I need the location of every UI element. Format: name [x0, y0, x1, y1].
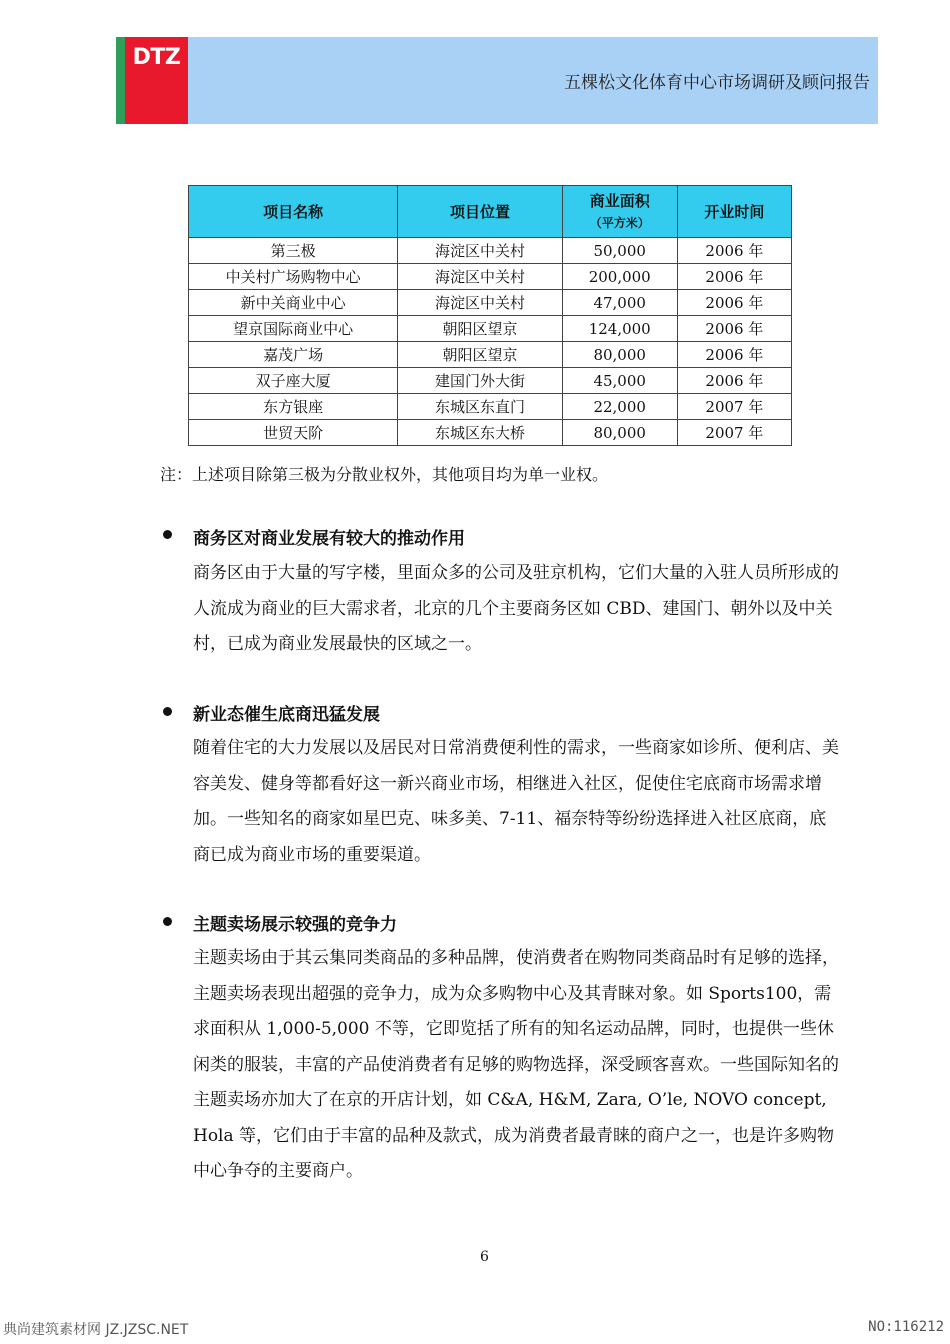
bullet-icon: [163, 917, 172, 926]
cell-location: 海淀区中关村: [398, 264, 562, 290]
cell-name: 东方银座: [189, 394, 398, 420]
table-row: [189, 342, 792, 368]
cell-area: 80,000: [562, 342, 677, 368]
project-table: [188, 185, 792, 446]
cell-open-time: 2006 年: [677, 316, 791, 342]
cell-open-time: 2006 年: [677, 238, 791, 264]
cell-name: 嘉茂广场: [189, 342, 398, 368]
cell-open-time: 2006 年: [677, 342, 791, 368]
table-row: [189, 368, 792, 394]
cell-location: 建国门外大街: [398, 368, 562, 394]
section-body-theme-stores: 主题卖场由于其云集同类商品的多种品牌，使消费者在购物同类商品时有足够的选择，主题卖场表现出超强的竞争力，成为众多购物中心及其青睐对象。如 Sports100，需求面积从 1,000-5,000 不等，它即览括了所有的知名运动品牌，同时，也提供一些休闲类的服装，丰富的产品使消费者有足够的购物选择，深受顾客喜欢。一些国际知名的主题卖场亦加大了在京的开店计划，如 C&A, H&M, Zara, O’le, NOVO concept, Hola 等，它们由于丰富的品种及款式，成为消费者最青睐的商户之一，也是许多购物中心争夺的主要商户。: [193, 948, 839, 1181]
table-note: 注：上述项目除第三极为分散业权外，其他项目均为单一业权。: [160, 465, 609, 484]
cell-area: 22,000: [562, 394, 677, 420]
cell-name: 第三极: [189, 238, 398, 264]
cell-location: 东城区东大桥: [398, 420, 562, 446]
cell-name: 双子座大厦: [189, 368, 398, 394]
table-row: [189, 316, 792, 342]
header-area-label: 商业面积: [589, 191, 650, 210]
header-open-time: 开业时间: [677, 186, 791, 238]
footer-watermark-left: 典尚建筑素材网 JZ.JZSC.NET: [3, 1322, 189, 1338]
cell-area: 200,000: [562, 264, 677, 290]
header-area-unit: （平方米）: [589, 215, 650, 230]
cell-open-time: 2006 年: [677, 368, 791, 394]
cell-area: 45,000: [562, 368, 677, 394]
cell-name: 中关村广场购物中心: [189, 264, 398, 290]
cell-area: 80,000: [562, 420, 677, 446]
header-project-location: 项目位置: [398, 186, 562, 238]
section-body-new-formats: 随着住宅的大力发展以及居民对日常消费便利性的需求，一些商家如诊所、便利店、美容美发、健身等都看好这一新兴商业市场，相继进入社区，促使住宅底商市场需求增加。一些知名的商家如星巴克、味多美、7-11、福奈特等纷纷选择进入社区底商，底商已成为商业市场的重要渠道。: [193, 738, 839, 865]
cell-open-time: 2007 年: [677, 394, 791, 420]
section-heading-new-formats: 新业态催生底商迅猛发展: [193, 705, 380, 725]
cell-open-time: 2006 年: [677, 264, 791, 290]
report-title: 五棵松文化体育中心市场调研及顾问报告: [564, 73, 870, 93]
table-header-row: [189, 186, 792, 238]
table-row: [189, 238, 792, 264]
footer-watermark-right: NO:116212: [868, 1319, 944, 1335]
header-project-name: 项目名称: [189, 186, 398, 238]
bullet-icon: [163, 530, 172, 539]
section-heading-theme-stores: 主题卖场展示较强的竞争力: [193, 915, 397, 935]
table-row: [189, 394, 792, 420]
header-commercial-area: [562, 186, 677, 238]
cell-open-time: 2006 年: [677, 290, 791, 316]
cell-name: 望京国际商业中心: [189, 316, 398, 342]
table-row: [189, 264, 792, 290]
section-body-business-district: 商务区由于大量的写字楼，里面众多的公司及驻京机构，它们大量的入驻人员所形成的人流成为商业的巨大需求者，北京的几个主要商务区如 CBD、建国门、朝外以及中关村，已成为商业发展最快的区域之一。: [193, 563, 839, 654]
cell-location: 海淀区中关村: [398, 238, 562, 264]
logo-text: DTZ: [132, 45, 181, 70]
cell-area: 47,000: [562, 290, 677, 316]
cell-location: 海淀区中关村: [398, 290, 562, 316]
cell-name: 世贸天阶: [189, 420, 398, 446]
dtz-logo: [125, 37, 188, 124]
cell-name: 新中关商业中心: [189, 290, 398, 316]
cell-location: 朝阳区望京: [398, 316, 562, 342]
bullet-icon: [163, 707, 172, 716]
section-heading-business-district: 商务区对商业发展有较大的推动作用: [193, 529, 465, 549]
table-row: [189, 290, 792, 316]
page-number: 6: [480, 1249, 489, 1265]
table-row: [189, 420, 792, 446]
cell-open-time: 2007 年: [677, 420, 791, 446]
logo-stripe: [116, 37, 125, 124]
cell-location: 东城区东直门: [398, 394, 562, 420]
cell-location: 朝阳区望京: [398, 342, 562, 368]
cell-area: 124,000: [562, 316, 677, 342]
cell-area: 50,000: [562, 238, 677, 264]
